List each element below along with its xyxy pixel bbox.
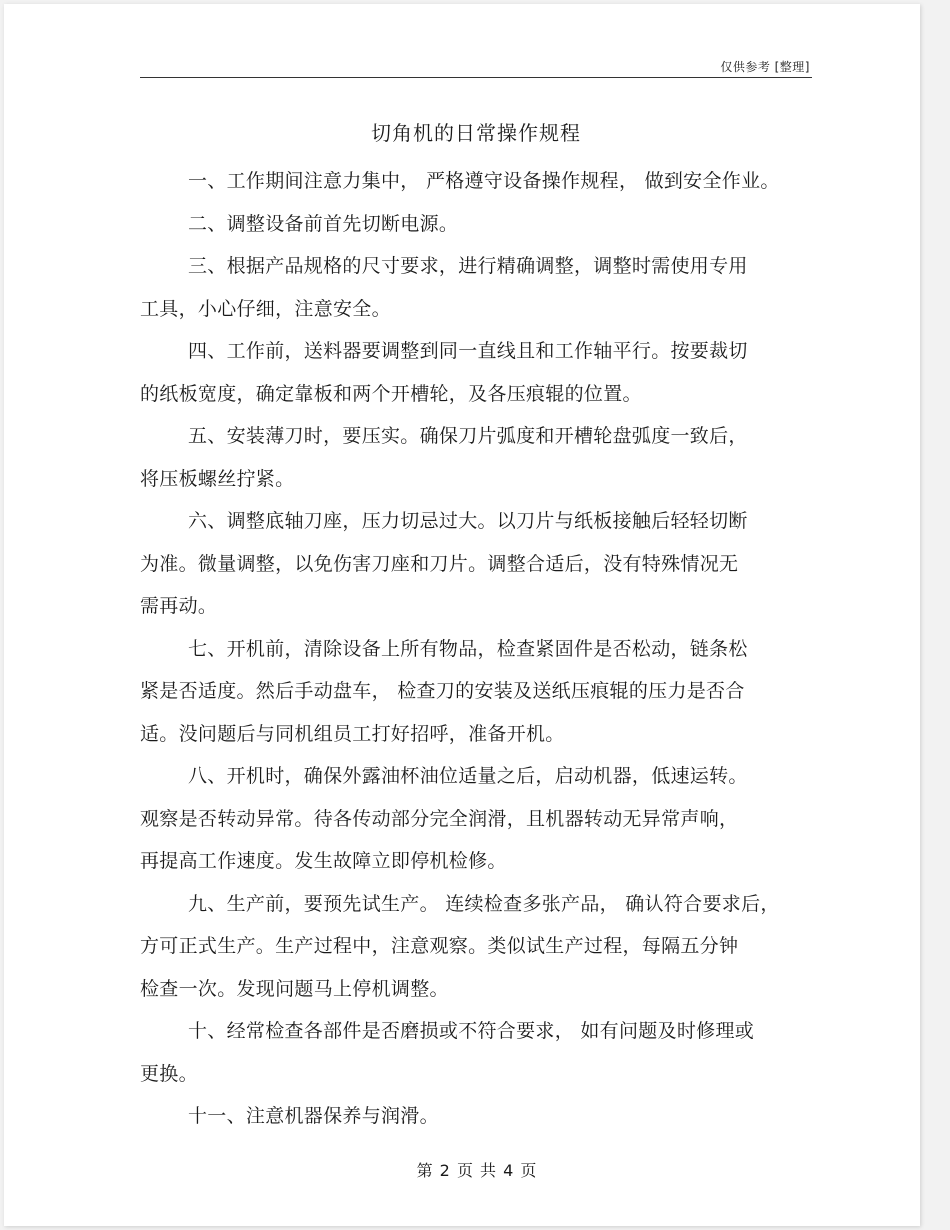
paragraph-line: 的纸板宽度，确定靠板和两个开槽轮，及各压痕辊的位置。 [140,382,642,405]
paragraph-line: 一、工作期间注意力集中， 严格遵守设备操作规程， 做到安全作业。 [188,170,780,192]
document-page [4,4,920,1226]
paragraph-line: 七、开机前，清除设备上所有物品，检查紧固件是否松动，链条松 [188,637,748,660]
paragraph-3 [140,245,820,330]
paragraph-line: 五、安装薄刀时，要压实。确保刀片弧度和开槽轮盘弧度一致后， [188,425,748,447]
paragraph-6 [140,500,820,628]
document-title: 切角机的日常操作规程 [371,121,581,145]
paragraph-line: 十、经常检查各部件是否磨损或不符合要求， 如有问题及时修理或 [188,1020,755,1042]
paragraph-line: 适。没问题后与同机组员工打好招呼，准备开机。 [140,722,565,745]
paragraph-7 [140,628,820,756]
header-note: 仅供参考 [整理] [720,60,810,74]
paragraph-line: 需再动。 [140,595,218,617]
paragraph-5 [140,415,820,500]
paragraph-line: 六、调整底轴刀座，压力切忌过大。以刀片与纸板接触后轻轻切断 [188,510,748,532]
paragraph-line: 九、生产前，要预先试生产。 连续检查多张产品， 确认符合要求后， [188,892,780,915]
header-rule [140,77,812,78]
paragraph-line: 再提高工作速度。发生故障立即停机检修。 [140,850,507,872]
paragraph-line: 三、根据产品规格的尺寸要求，进行精确调整，调整时需使用专用 [188,255,748,277]
paragraph-4 [140,330,820,415]
paragraph-line: 四、工作前，送料器要调整到同一直线且和工作轴平行。按要裁切 [188,340,748,362]
paragraph-10 [140,1010,820,1095]
paragraph-line: 更换。 [140,1062,198,1085]
paragraph-9 [140,883,820,1011]
paragraph-line: 将压板螺丝拧紧。 [140,467,295,490]
paragraph-1 [140,160,820,203]
paragraph-line: 检查一次。发现问题马上停机调整。 [140,977,449,1000]
document-body [140,160,820,1138]
paragraph-line: 八、开机时，确保外露油杯油位适量之后，启动机器，低速运转。 [188,765,748,787]
paragraph-line: 十一、注意机器保养与润滑。 [188,1105,439,1127]
paragraph-line: 方可正式生产。生产过程中，注意观察。类似试生产过程，每隔五分钟 [140,935,739,957]
paragraph-2 [140,203,820,246]
paragraph-line: 为准。微量调整，以免伤害刀座和刀片。调整合适后，没有特殊情况无 [140,552,739,575]
page-footer: 第 2 页 共 4 页 [416,1161,538,1180]
paragraph-line: 紧是否适度。然后手动盘车， 检查刀的安装及送纸压痕辊的压力是否合 [140,680,745,702]
paragraph-11 [140,1095,820,1138]
paragraph-line: 二、调整设备前首先切断电源。 [188,212,459,235]
paragraph-line: 工具，小心仔细，注意安全。 [140,297,391,320]
paragraph-8 [140,755,820,883]
paragraph-line: 观察是否转动异常。待各传动部分完全润滑，且机器转动无异常声响， [140,807,739,830]
